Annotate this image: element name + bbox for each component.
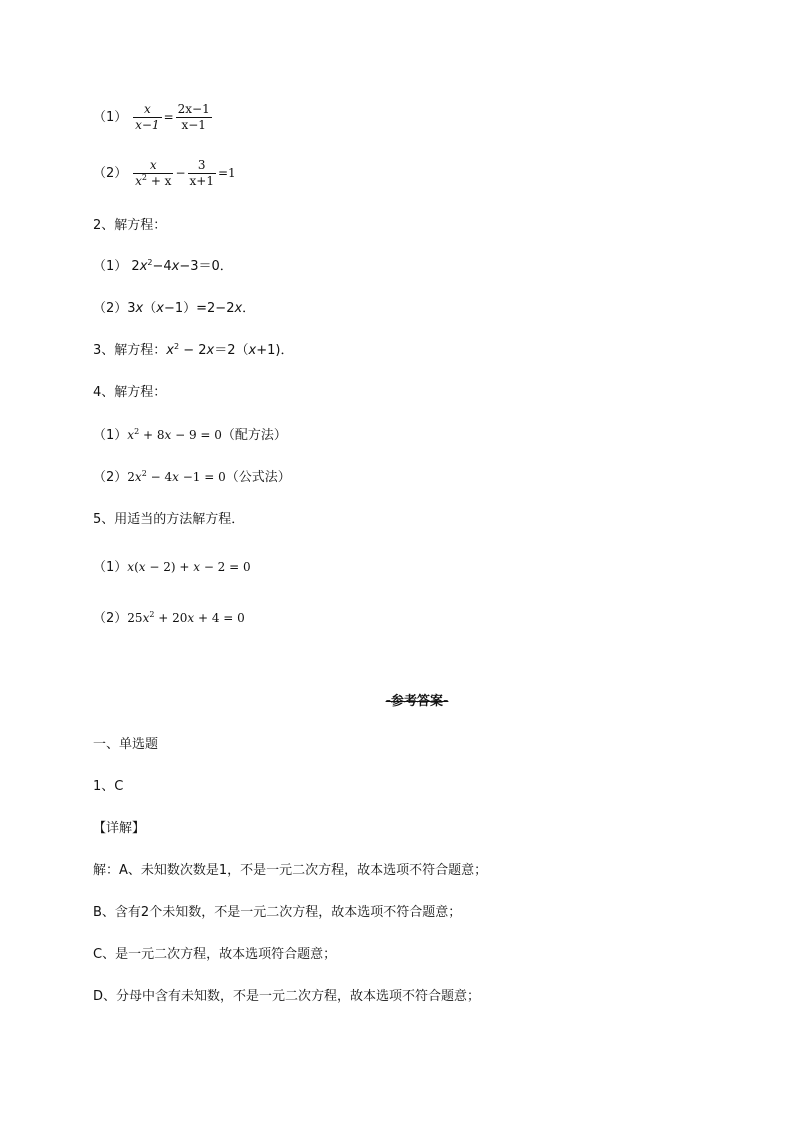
question-4-title: 4、解方程：: [93, 385, 167, 400]
fraction: $\frac{x}{x^2 + x}$: [135, 158, 172, 188]
answer-line: D、分母中含有未知数，不是一元二次方程，故本选项不符合题意；: [93, 989, 481, 1004]
q2-part2: （2）3x（x−1）=2−2x．: [93, 301, 256, 316]
fraction: $\frac{3}{x+1}$: [189, 158, 214, 188]
q4-part2: $(2)2x^2 - 4x -1 = 0$（公式法）: [93, 469, 291, 485]
q1-part2: （2） $\frac{x}{x^2 + x}$ − $\frac{3}{x+1}$ =1: [93, 158, 236, 188]
fraction: $\frac{x}{x-1}$: [135, 102, 160, 132]
q4-part1: $(1)x^2 + 8x - 9 = 0$（配方法）: [93, 427, 287, 443]
section-title: 一、单选题: [93, 737, 159, 752]
question-3: 3、解方程：$x^2 - 2x=2(x+1)$．: [93, 342, 294, 358]
fraction: $\frac{2x-1}{x-1}$: [177, 102, 210, 132]
q2-part1: （1） $2x^2-4x-3=0$．: [93, 258, 233, 274]
question-5-title: 5、用适当的方法解方程．: [93, 512, 245, 527]
detail-tag: 【详解】: [93, 821, 146, 836]
part-label: （1）: [93, 110, 128, 125]
q5-part1: （1）x(x − 2) + x − 2 = 0: [93, 560, 251, 575]
answer-line: B、含有2个未知数，不是一元二次方程，故本选项不符合题意；: [93, 905, 462, 920]
answer-heading: -参考答案-: [385, 694, 449, 709]
answer-line: 解：A、未知数次数是1，不是一元二次方程，故本选项不符合题意；: [93, 863, 488, 878]
question-2-title: 2、解方程：: [93, 218, 167, 233]
q1-part1: （1） $\frac{x}{x-1}$ = $\frac{2x-1}{x-1}$: [93, 102, 210, 132]
answer-item: 1、C: [93, 779, 124, 794]
answer-line: C、是一元二次方程，故本选项符合题意；: [93, 947, 337, 962]
q5-part2: $(2)25x^2 + 20x + 4 = 0$: [93, 610, 245, 626]
part-label: （2）: [93, 166, 128, 181]
